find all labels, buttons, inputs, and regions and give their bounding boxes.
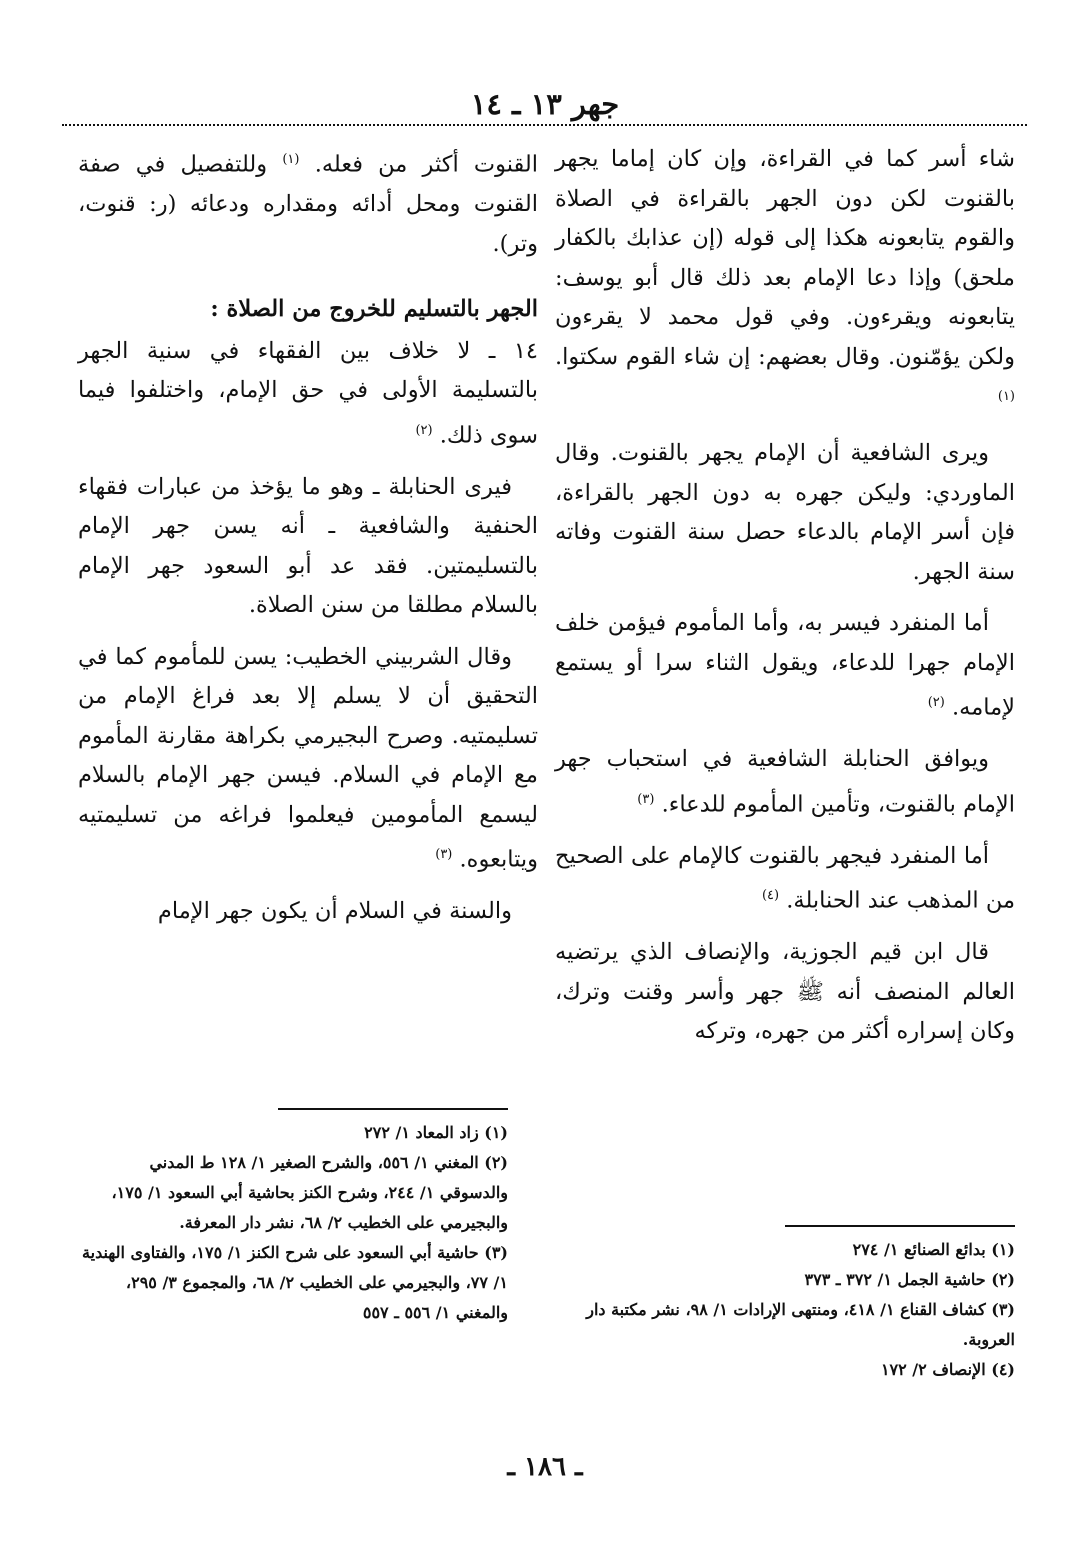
header-divider: [62, 124, 1027, 126]
footnote-ref: (٣): [435, 847, 453, 862]
footnote-ref: (١): [997, 389, 1015, 404]
page-number: ـ ١٨٦ ـ: [507, 1452, 583, 1482]
right-column: [555, 140, 1015, 1064]
paragraph-text: شاء أسر كما في القراءة، وإن كان إماما يجهر بالقنوت لكن دون الجهر بالقراءة في الصلاة والقوم يتابعونه هكذا إلى قوله (إن عذابك بالكفار ملحق) وإذا دعا الإمام بعد ذلك قال أبو يوسف: يتابعونه ويقرءون. وفي قول محمد لا يقرءون ولكن يؤمّنون. وقال بعضهم: إن شاء القوم سكتوا.: [555, 146, 1015, 370]
paragraph: [555, 604, 1015, 728]
paragraph-text: ويوافق الحنابلة الشافعية في استحباب جهر الإمام بالقنوت، وتأمين المأموم للدعاء.: [555, 746, 1015, 817]
footnote: (٤) الإنصاف ٢/ ١٧٢: [880, 1360, 1015, 1379]
paragraph: ويرى الشافعية أن الإمام يجهر بالقنوت. وقال الماوردي: وليكن جهره به دون الجهر بالقراءة، فإن أسر الإمام بالدعاء حصل سنة القنوت وفاته سنة الجهر.: [555, 440, 1015, 585]
paragraph-text: وقال الشربيني الخطيب: يسن للمأموم كما في التحقيق أن لا يسلم إلا بعد فراغ الإمام من تسليمتيه. وصرح البجيرمي بكراهة مقارنة المأموم مع الإمام في السلام. فيسن جهر الإمام بالسلام ليسمع المأمومين فيعلموا فراغه من تسليمتيه ويتابعوه.: [78, 643, 538, 873]
paragraph: والسنة في السلام أن يكون جهر الإمام: [157, 898, 512, 924]
footnotes-right: [585, 1225, 1015, 1385]
paragraph-text: أما المنفرد فيسر به، وأما المأموم فيؤمن خلف الإمام جهرا للدعاء، ويقول الثناء سرا أو يستمع لإمامه.: [555, 610, 1015, 721]
footnote-ref: (٢): [927, 695, 945, 710]
paragraph: قال ابن قيم الجوزية، والإنصاف الذي يرتضيه العالم المنصف أنه ﷺ جهر وأسر وقنت وترك، وكان إسراره أكثر من جهره، وتركه: [555, 939, 1015, 1044]
footnote: (٢) المغني ١/ ٥٥٦، والشرح الصغير ١/ ١٢٨ ط المدني والدسوقي ١/ ٢٤٤، وشرح الكنز بحاشية أبي السعود ١/ ١٧٥، والبجيرمي على الخطيب ٢/ ٦٨، نشر دار المعرفة.: [111, 1153, 508, 1232]
paragraph-text: أما المنفرد فيجهر بالقنوت كالإمام على الصحيح من المذهب عند الحنابلة.: [555, 842, 1015, 914]
paragraph-text: وللتفصيل في صفة القنوت ومحل أدائه ومقداره ودعائه (ر: قنوت، وتر).: [78, 151, 538, 257]
left-column: [78, 140, 538, 944]
paragraph-text: القنوت أكثر من فعله.: [314, 151, 538, 178]
paragraph-text: ١٤ ـ لا خلاف بين الفقهاء في سنية الجهر بالتسليمة الأولى في حق الإمام، واختلفوا فيما سوى ذلك.: [78, 337, 538, 448]
running-header: جهر ١٣ ـ ١٤: [470, 87, 620, 121]
paragraph: [78, 332, 538, 456]
footnote: (١) زاد المعاد ١/ ٢٧٢: [364, 1123, 508, 1142]
footnote-ref: (٤): [761, 888, 780, 903]
footnote: (٢) حاشية الجمل ١/ ٣٧٢ ـ ٣٧٣: [804, 1270, 1015, 1289]
paragraph: [555, 837, 1015, 922]
footnotes-left: [78, 1108, 508, 1328]
paragraph: [555, 740, 1015, 825]
section-heading: الجهر بالتسليم للخروج من الصلاة :: [210, 296, 538, 322]
paragraph: [555, 140, 1015, 422]
footnote: (٣) كشاف القناع ١/ ٤١٨، ومنتهى الإرادات ١/ ٩٨، نشر مكتبة دار العروبة.: [586, 1300, 1015, 1349]
footnote-ref: (١): [282, 152, 300, 167]
footnote: (٣) حاشية أبي السعود على شرح الكنز ١/ ١٧٥، والفتاوى الهندية ١/ ٧٧، والبجيرمي على الخطيب ٢/ ٦٨، والمجموع ٣/ ٢٩٥، والمغني ١/ ٥٥٦ ـ ٥٥٧: [82, 1243, 508, 1322]
paragraph: فيرى الحنابلة ـ وهو ما يؤخذ من عبارات فقهاء الحنفية والشافعية ـ أنه يسن جهر الإمام بالتسليمتين. فقد عد أبو السعود جهر الإمام بالسلام مطلقا من سنن الصلاة.: [78, 473, 538, 618]
footnote: (١) بدائع الصنائع ١/ ٢٧٤: [852, 1240, 1015, 1259]
footnote-ref: (٣): [637, 791, 655, 807]
footnote-divider: [785, 1225, 1015, 1227]
paragraph: [78, 638, 538, 881]
paragraph: [78, 140, 538, 264]
footnote-divider: [278, 1108, 508, 1110]
footnote-ref: (٢): [415, 422, 433, 438]
